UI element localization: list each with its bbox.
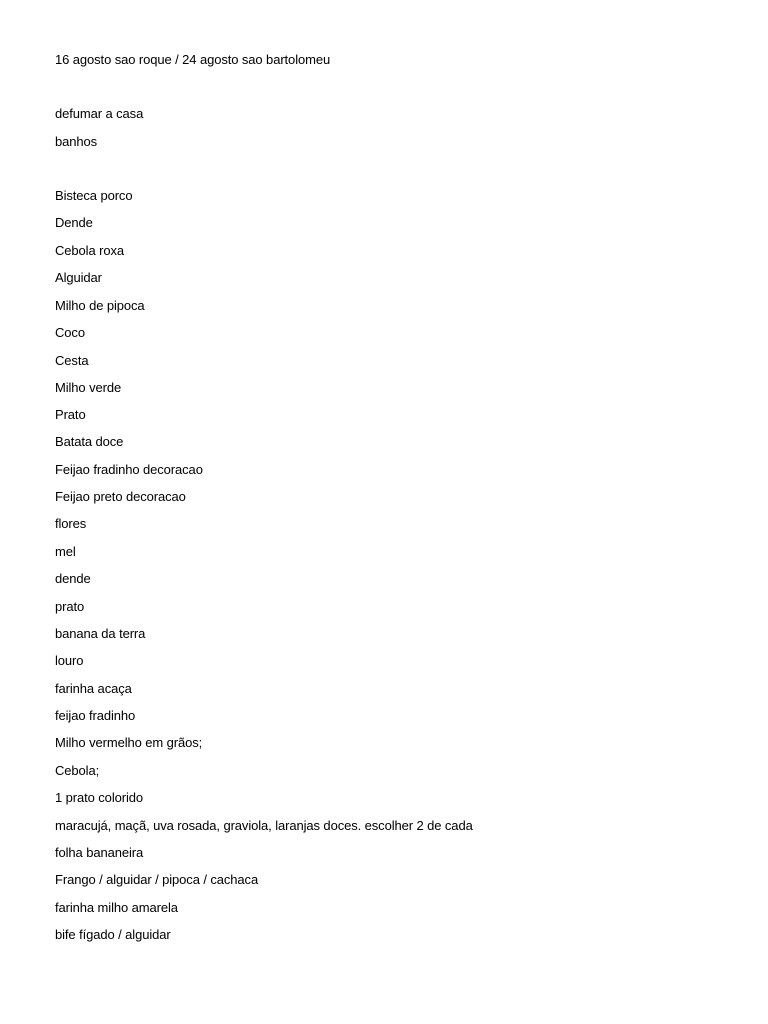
list-item: Dende — [55, 215, 93, 230]
list-item: banana da terra — [55, 626, 146, 641]
list-item: Bisteca porco — [55, 188, 133, 203]
list-item: farinha milho amarela — [55, 900, 178, 915]
list-item: folha bananeira — [55, 845, 144, 860]
list-item: Prato — [55, 407, 86, 422]
note-line: defumar a casa — [55, 106, 144, 121]
list-item: Milho de pipoca — [55, 298, 145, 313]
list-item: Batata doce — [55, 434, 124, 449]
note-line: banhos — [55, 134, 98, 149]
list-item: Feijao preto decoracao — [55, 489, 186, 504]
list-item: farinha acaça — [55, 681, 132, 696]
list-item: Frango / alguidar / pipoca / cachaca — [55, 872, 259, 887]
list-item: bife fígado / alguidar — [55, 927, 171, 942]
list-item: louro — [55, 653, 84, 668]
list-item: maracujá, maçã, uva rosada, graviola, laranjas doces. escolher 2 de cada — [55, 818, 473, 833]
list-item: Milho vermelho em grãos; — [55, 735, 203, 750]
list-item: prato — [55, 599, 85, 614]
list-item: Cesta — [55, 353, 89, 368]
list-item: Milho verde — [55, 380, 122, 395]
list-item: 1 prato colorido — [55, 790, 144, 805]
document-header: 16 agosto sao roque / 24 agosto sao bartolomeu — [55, 52, 331, 67]
list-item: dende — [55, 571, 91, 586]
list-item: mel — [55, 544, 76, 559]
list-item: Cebola; — [55, 763, 100, 778]
list-item: Cebola roxa — [55, 243, 124, 258]
list-item: Feijao fradinho decoracao — [55, 462, 203, 477]
list-item: flores — [55, 516, 87, 531]
list-item: Coco — [55, 325, 85, 340]
list-item: feijao fradinho — [55, 708, 136, 723]
list-item: Alguidar — [55, 270, 102, 285]
